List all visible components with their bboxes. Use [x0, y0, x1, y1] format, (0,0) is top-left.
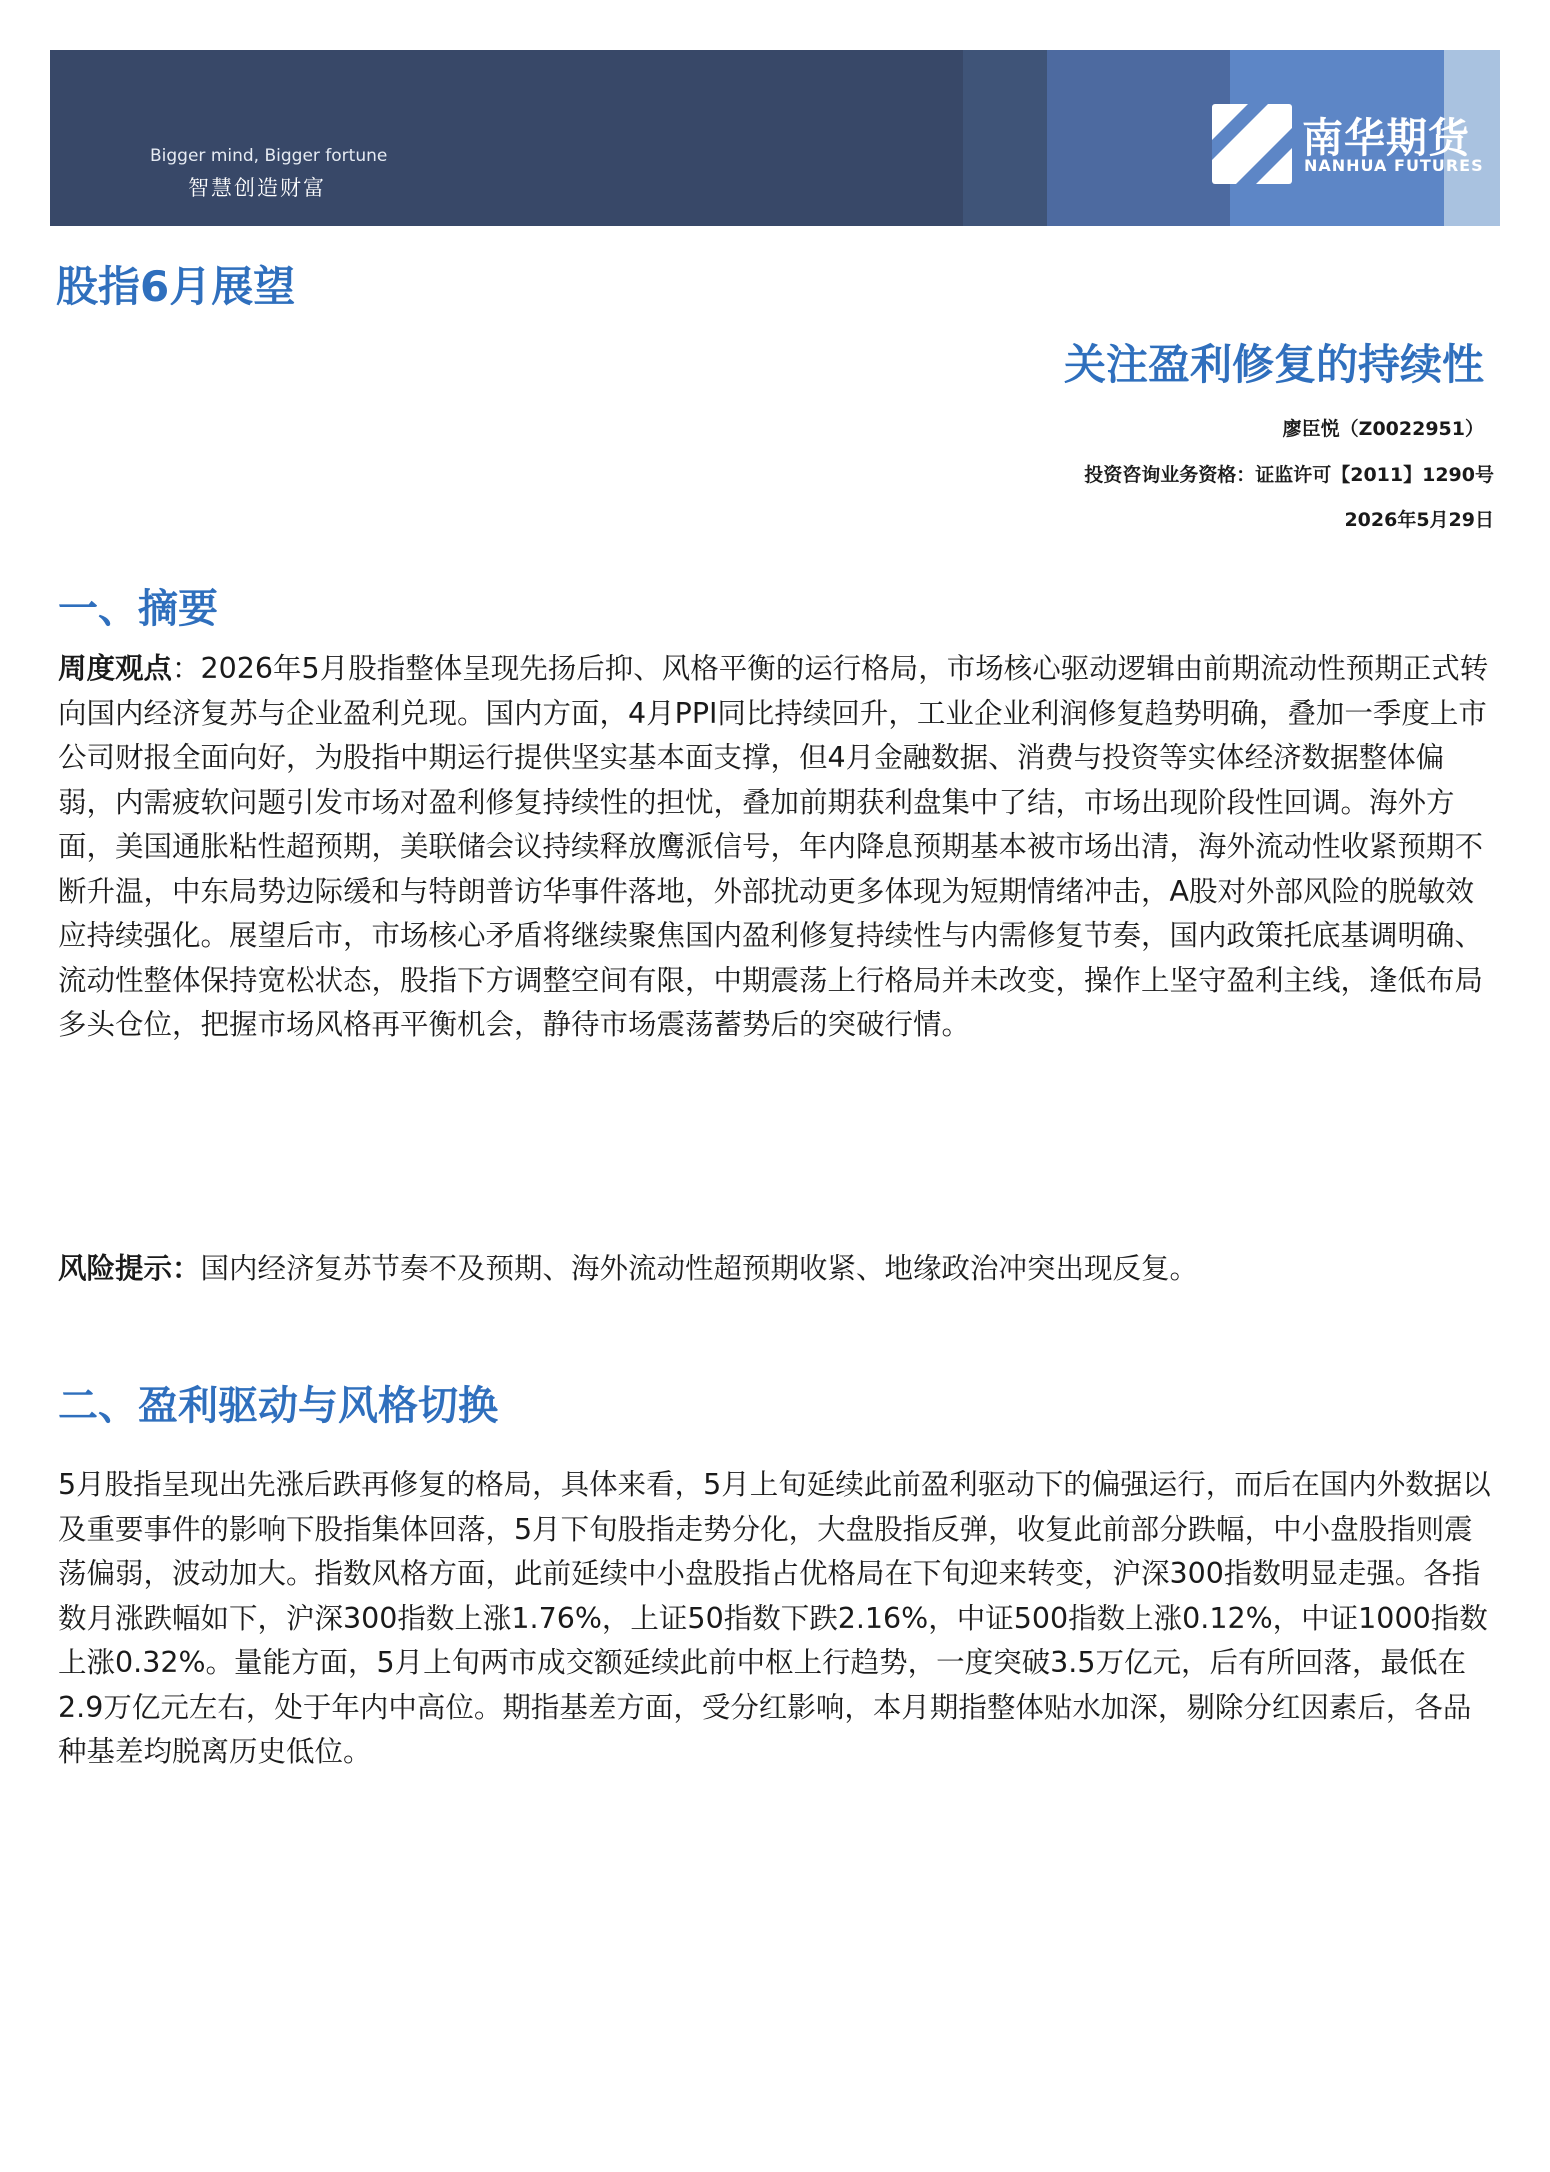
report-subtitle: 关注盈利修复的持续性 [1063, 340, 1484, 389]
slogan-chinese: 智慧创造财富 [188, 176, 326, 200]
header-banner [50, 50, 1500, 226]
earnings-style-paragraph: 5月股指呈现出先涨后跌再修复的格局，具体来看，5月上旬延续此前盈利驱动下的偏强运行，而后在国内外数据以及重要事件的影响下股指集体回落，5月下旬股指走势分化，大盘股指反弹，收复此前部分跌幅，中小盘股指则震荡偏弱，波动加大。指数风格方面，此前延续中小盘股指占优格局在下旬迎来转变，沪深300指数明显走强。各指数月涨跌幅如下，沪深300指数上涨1.76%，上证50指数下跌2.16%，中证500指数上涨0.12%，中证1000指数上涨0.32%。量能方面，5月上旬两市成交额延续此前中枢上行趋势，一度突破3.5万亿元，后有所回落，最低在2.9万亿元左右，处于年内中高位。期指基差方面，受分红影响，本月期指整体贴水加深，剔除分红因素后，各品种基差均脱离历史低位。 [58, 1468, 1491, 1768]
logo-text-english: NANHUA FUTURES [1304, 156, 1484, 175]
nanhua-logo-icon [1212, 104, 1292, 184]
risk-label: 风险提示： [58, 1252, 201, 1285]
author-line: 廖臣悦（Z0022951） [1282, 418, 1484, 440]
summary-text: 2026年5月股指整体呈现先扬后抑、风格平衡的运行格局，市场核心驱动逻辑由前期流动性预期正式转向国内经济复苏与企业盈利兑现。国内方面，4月PPI同比持续回升，工业企业利润修复趋势明确，叠加一季度上市公司财报全面向好，为股指中期运行提供坚实基本面支撑，但4月金融数据、消费与投资等实体经济数据整体偏弱，内需疲软问题引发市场对盈利修复持续性的担忧，叠加前期获利盘集中了结，市场出现阶段性回调。海外方面，美国通胀粘性超预期，美联储会议持续释放鹰派信号，年内降息预期基本被市场出清，海外流动性收紧预期不断升温，中东局势边际缓和与特朗普访华事件落地，外部扰动更多体现为短期情绪冲击，A股对外部风险的脱敏效应持续强化。展望后市，市场核心矛盾将继续聚焦国内盈利修复持续性与内需修复节奏，国内政策托底基调明确、流动性整体保持宽松状态，股指下方调整空间有限，中期震荡上行格局并未改变，操作上坚守盈利主线，逢低布局多头仓位，把握市场风格再平衡机会，静待市场震荡蓄势后的突破行情。 [58, 652, 1489, 1041]
banner-mid-panel [1047, 50, 1230, 226]
slogan-english: Bigger mind, Bigger fortune [150, 146, 388, 166]
report-date: 2026年5月29日 [1344, 509, 1494, 531]
summary-colon: ： [172, 652, 201, 685]
summary-paragraph [58, 647, 1494, 1048]
section-heading-earnings-style: 二、盈利驱动与风格切换 [58, 1383, 498, 1429]
banner-dark-stripe [963, 50, 1047, 226]
section-heading-summary: 一、摘要 [58, 586, 218, 632]
summary-label: 周度观点 [58, 652, 173, 685]
risk-paragraph [58, 1247, 1494, 1292]
qualification-line: 投资咨询业务资格：证监许可【2011】1290号 [1084, 464, 1494, 486]
logo-text-chinese: 南华期货 [1302, 114, 1470, 162]
banner-dark-panel [50, 50, 963, 226]
risk-text: 国内经济复苏节奏不及预期、海外流动性超预期收紧、地缘政治冲突出现反复。 [200, 1252, 1199, 1285]
report-title: 股指6月展望 [56, 262, 296, 311]
